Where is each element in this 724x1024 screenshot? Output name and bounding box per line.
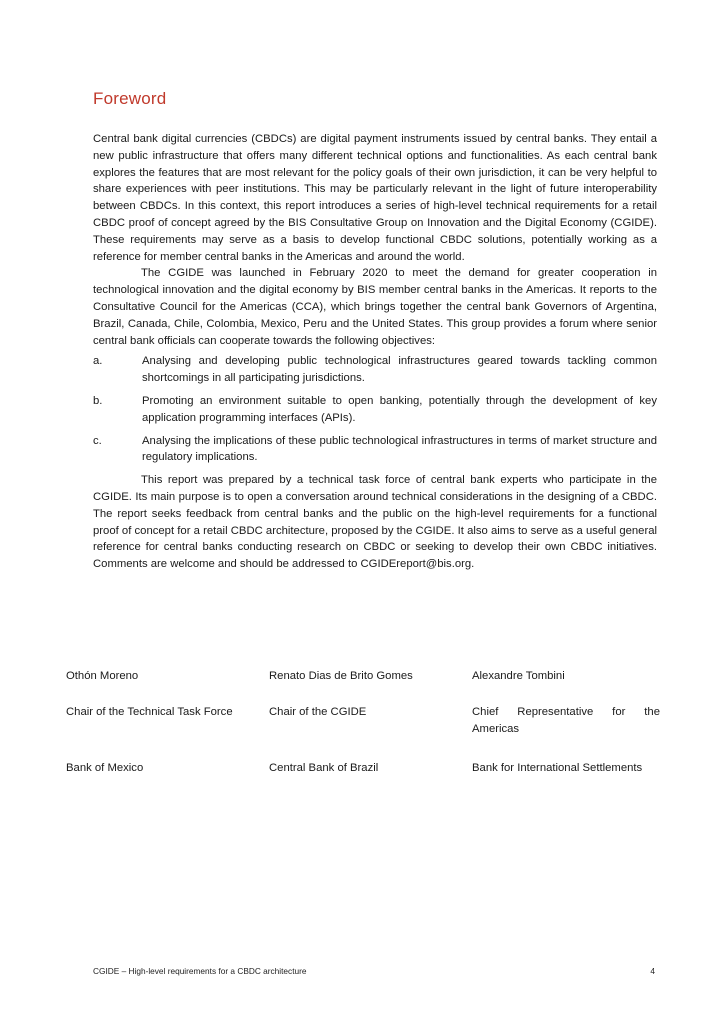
signatory-role: Chief Representative for the Americas — [472, 705, 660, 735]
footer-title: CGIDE – High-level requirements for a CBDC architecture — [93, 966, 307, 976]
signatory-names-row — [66, 668, 660, 685]
signatures-block — [66, 668, 660, 777]
list-item-label: a. — [93, 355, 103, 368]
signatory-institution: Bank of Mexico — [66, 762, 144, 775]
signatory-name: Renato Dias de Brito Gomes — [269, 670, 413, 682]
list-item-text: Analysing and developing public technological infrastructures geared towards tackling common shortcomings in all participating jurisdictions. — [142, 355, 657, 385]
signatory-institutions-row — [66, 760, 660, 777]
signatory-institution: Central Bank of Brazil — [269, 762, 379, 775]
list-item — [93, 353, 657, 387]
signatory-name: Othón Moreno — [66, 670, 139, 682]
objectives-list — [93, 353, 657, 466]
paragraph-report-purpose: This report was prepared by a technical task force of central bank experts who participate in the CGIDE. Its main purpose is to open a conversation around technical considerations in the designing of a CBDC. The report seeks feedback from central banks and the public on the high-level requirements for a functional proof of concept for a retail CBDC architecture, proposed by the CGIDE. It also aims to serve as a useful general reference for central banks conducting research on CBDC or seeking to develop their own CBDC initiatives. Comments are welcome and should be addressed to CGIDEreport@bis.org. — [93, 474, 657, 571]
list-item-label: b. — [93, 394, 103, 407]
page-number: 4 — [650, 966, 655, 976]
list-item-text: Analysing the implications of these public technological infrastructures in terms of market structure and regulatory implications. — [142, 434, 657, 464]
list-item — [93, 433, 657, 467]
page-footer — [93, 966, 655, 976]
list-item-label: c. — [93, 434, 102, 447]
signatory-role: Chair of the CGIDE — [269, 705, 367, 718]
page-title: Foreword — [93, 89, 167, 108]
signatory-name: Alexandre Tombini — [472, 670, 565, 682]
list-item-text: Promoting an environment suitable to open banking, potentially through the development of key application programming interfaces (APIs). — [142, 394, 657, 424]
list-item — [93, 393, 657, 427]
signatory-institution: Bank for International Settlements — [472, 762, 643, 775]
paragraph-intro: Central bank digital currencies (CBDCs) are digital payment instruments issued by central banks. They entail a new public infrastructure that offers many different technical options and functionalities. As each central bank explores the features that are most relevant for the policy goals of their own jurisdiction, it can be very helpful to share experiences with peer institutions. This may be particularly relevant in the light of future interoperability between CBDCs. In this context, this report introduces a series of high-level technical requirements for a retail CBDC proof of concept agreed by the BIS Consultative Group on Innovation and the Digital Economy (CGIDE). These requirements may serve as a basis to develop functional CBDC solutions, potentially working as a reference for member central banks in the Americas and around the world. — [93, 133, 657, 263]
paragraph-cgide: The CGIDE was launched in February 2020 to meet the demand for greater cooperation in technological innovation and the digital economy by BIS member central banks in the Americas. It reports to the Consultative Council for the Americas (CCA), which brings together the central bank Governors of Argentina, Brazil, Canada, Chile, Colombia, Mexico, Peru and the United States. This group provides a forum where senior central bank officials can cooperate towards the following objectives: — [93, 267, 657, 347]
foreword-body — [93, 131, 657, 573]
signatory-role: Chair of the Technical Task Force — [66, 705, 233, 718]
signatory-roles-row — [66, 704, 660, 738]
